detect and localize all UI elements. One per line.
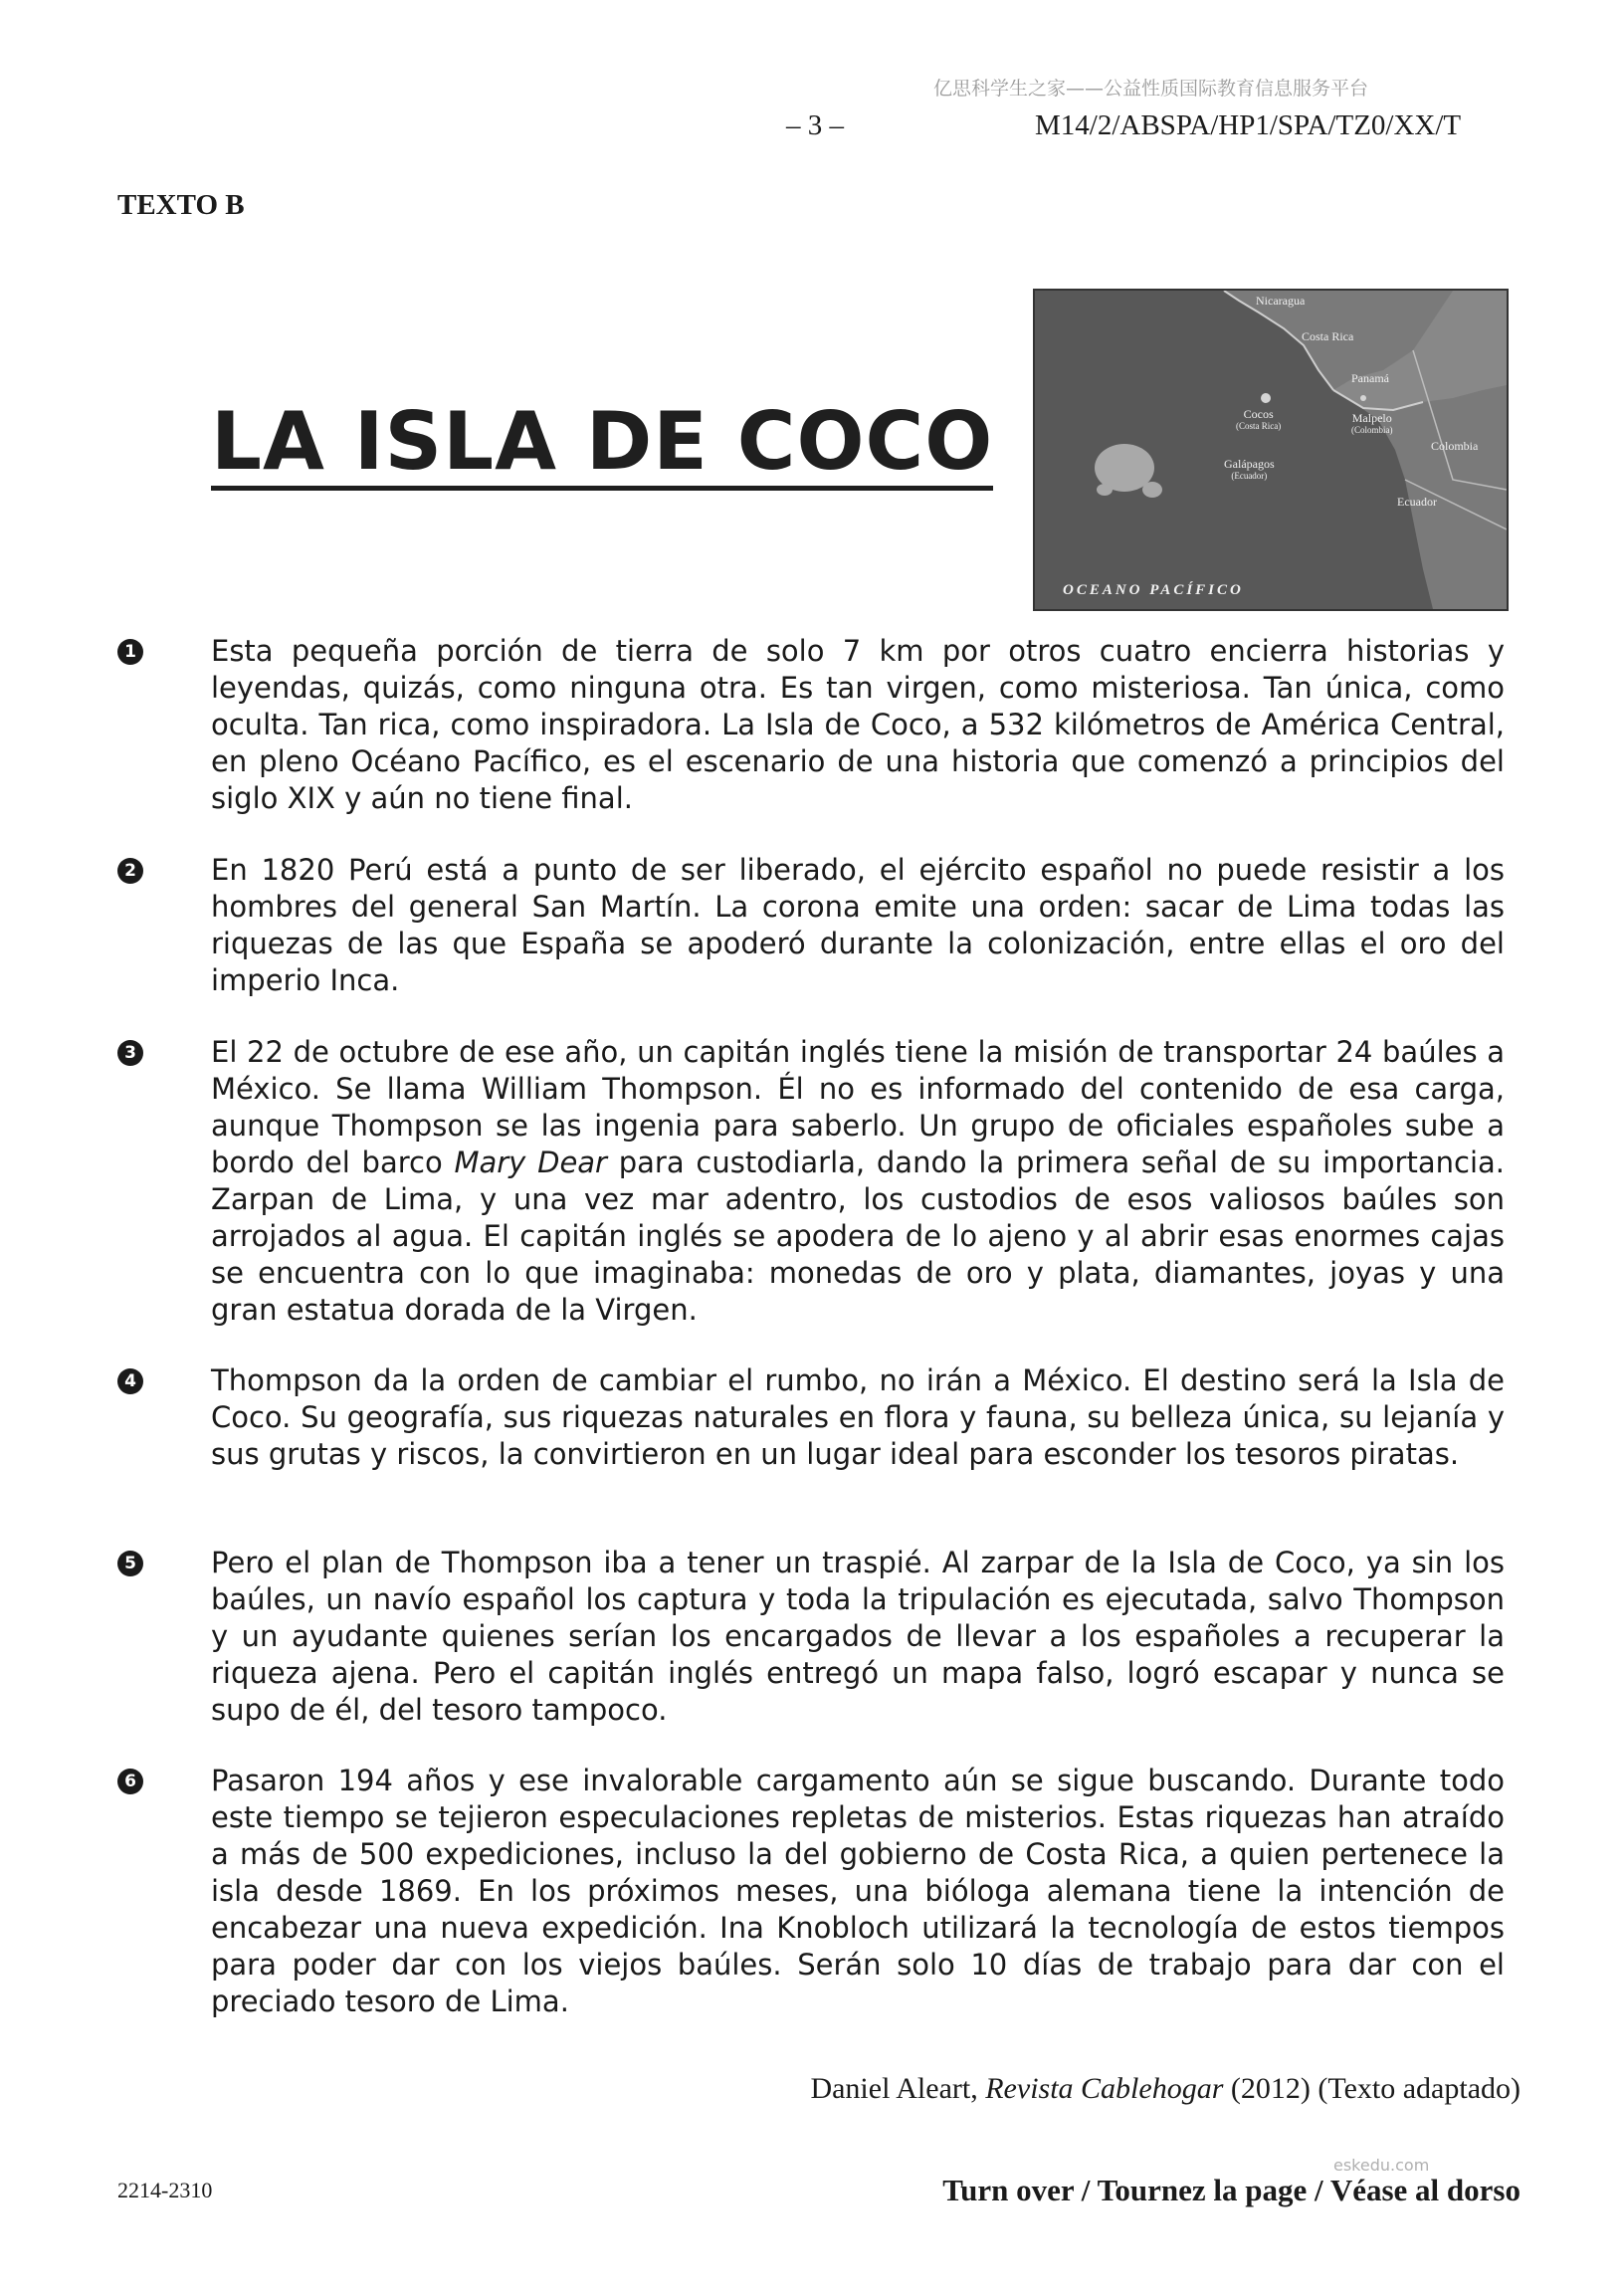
map-label-costa-rica: Costa Rica bbox=[1302, 329, 1354, 343]
map-label-galapagos-name: Galápagos bbox=[1224, 457, 1275, 471]
page-number: – 3 – bbox=[786, 109, 844, 141]
paragraph-3 bbox=[211, 1034, 1505, 1329]
paragraph-number: 3 bbox=[117, 1040, 143, 1066]
paragraph-number: 1 bbox=[117, 639, 143, 665]
map-label-galapagos bbox=[1224, 458, 1275, 482]
map-label-cocos-country: (Costa Rica) bbox=[1236, 421, 1282, 431]
paragraph-4: Thompson da la orden de cambiar el rumbo, no irán a México. El destino será la Isla de Coco. Su geografía, sus riquezas naturales en flora y fauna, su belleza única, su lejanía y sus grutas y riscos, la convirtieron en un lugar ideal para esconder los tesoros piratas. bbox=[211, 1363, 1505, 1471]
map-image bbox=[1033, 289, 1509, 611]
article-title: LA ISLA DE COCO bbox=[211, 400, 993, 491]
footer-code: 2214-2310 bbox=[117, 2178, 213, 2202]
paragraph-number: 2 bbox=[117, 858, 143, 884]
section-label: TEXTO B bbox=[117, 189, 245, 221]
header-watermark: 亿思科学生之家——公益性质国际教育信息服务平台 bbox=[933, 78, 1369, 100]
map-label-panama: Panamá bbox=[1351, 371, 1389, 385]
paragraph-2: En 1820 Perú está a punto de ser liberado, el ejército español no puede resistir a los hombres del general San Martín. La corona emite una orden: sacar de Lima todas las riquezas de las que España se apoderó durante la colonización, entre ellas el oro del imperio Inca. bbox=[211, 853, 1505, 997]
paragraph-3-text-after: para custodiarla, dando la primera señal de su importancia. Zarpan de Lima, y una vez mar adentro, los custodios de esos valiosos baúles son arrojados al agua. El capitán inglés se apodera de lo ajeno y al abrir esas enormes cajas se encuentra con lo que imaginaba: monedas de oro y plata, diamantes, joyas y una gran estatua dorada de la Virgen. bbox=[211, 1146, 1505, 1327]
map-label-colombia: Colombia bbox=[1431, 439, 1479, 453]
document-code: M14/2/ABSPA/HP1/SPA/TZ0/XX/T bbox=[1035, 109, 1462, 141]
paragraph-number: 4 bbox=[117, 1368, 143, 1394]
paragraph-number: 6 bbox=[117, 1769, 143, 1794]
source-details: (2012) (Texto adaptado) bbox=[1223, 2072, 1521, 2105]
map-label-malpelo bbox=[1351, 412, 1393, 436]
map-label-malpelo-name: Malpelo bbox=[1351, 411, 1392, 425]
source-citation bbox=[810, 2072, 1521, 2106]
map-label-galapagos-country: (Ecuador) bbox=[1231, 471, 1268, 481]
footer-watermark: eskedu.com bbox=[1333, 2156, 1430, 2175]
ship-name: Mary Dear bbox=[454, 1146, 607, 1179]
source-author: Daniel Aleart, bbox=[810, 2072, 986, 2105]
paragraph-3-text-before: El 22 de octubre de ese año, un capitán inglés tiene la misión de transportar 24 baúles a México. Se llama William Thompson. Él no es informado del contenido de esa carga, aunque Thompson se las ingenia para saberlo. Un grupo de oficiales españoles sube a bordo del barco bbox=[211, 1035, 1505, 1179]
map-label-cocos bbox=[1236, 408, 1281, 432]
source-publication: Revista Cablehogar bbox=[985, 2072, 1224, 2105]
map-label-malpelo-country: (Colombia) bbox=[1351, 425, 1393, 435]
map-label-nicaragua: Nicaragua bbox=[1256, 294, 1306, 308]
turn-over-notice: Turn over / Tournez la page / Véase al dorso bbox=[942, 2173, 1521, 2207]
paragraph-6: Pasaron 194 años y ese invalorable cargamento aún se sigue buscando. Durante todo este tiempo se tejieron especulaciones repletas de misterios. Estas riquezas han atraído a más de 500 expediciones, incluso la del gobierno de Costa Rica, a quien pertenece la isla desde 1869. En los próximos meses, una bióloga alemana tiene la intención de encabezar una nueva expedición. Ina Knobloch utilizará la tecnología de estos tiempos para poder dar con los viejos baúles. Serán solo 10 días de trabajo para dar con el preciado tesoro de Lima. bbox=[211, 1764, 1505, 2018]
map-label-ocean: OCEANO PACÍFICO bbox=[1063, 582, 1244, 598]
paragraph-number: 5 bbox=[117, 1551, 143, 1576]
paragraph-1: Esta pequeña porción de tierra de solo 7 km por otros cuatro encierra historias y leyendas, quizás, como ninguna otra. Es tan virgen, como misteriosa. Tan única, como oculta. Tan rica, como inspiradora. La Isla de Coco, a 532 kilómetros de América Central, en pleno Océano Pacífico, es el escenario de una historia que comenzó a principios del siglo XIX y aún no tiene final. bbox=[211, 634, 1505, 815]
paragraph-5: Pero el plan de Thompson iba a tener un traspié. Al zarpar de la Isla de Coco, ya sin los baúles, un navío español los captura y toda la tripulación es ejecutada, salvo Thompson y un ayudante quienes serían los encargados de llevar a los españoles a recuperar la riqueza ajena. Pero el capitán inglés entregó un mapa falso, logró escapar y nunca se supo de él, del tesoro tampoco. bbox=[211, 1546, 1505, 1727]
map-label-cocos-name: Cocos bbox=[1243, 407, 1274, 421]
map-label-ecuador: Ecuador bbox=[1397, 495, 1437, 509]
